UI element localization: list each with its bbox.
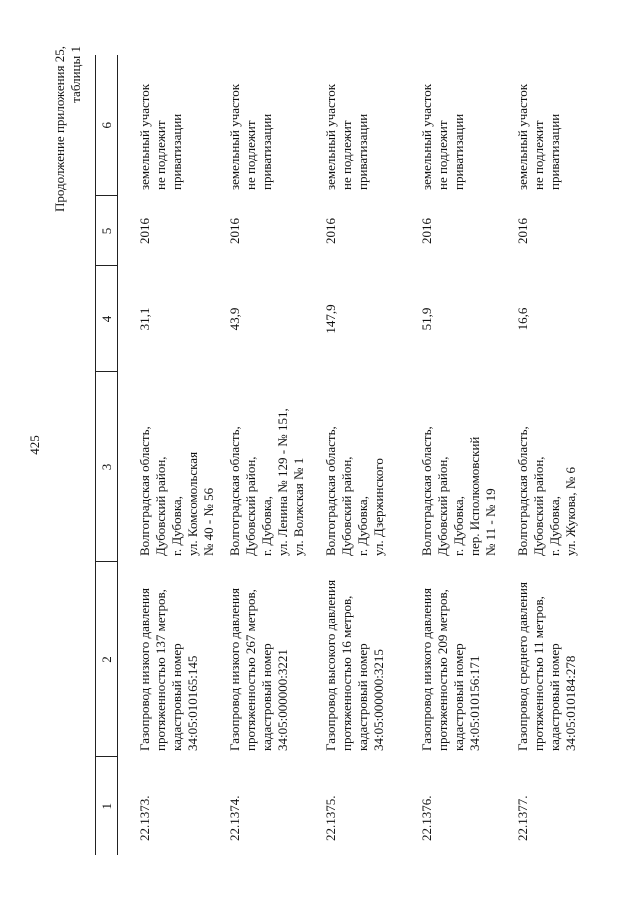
year: 2016: [515, 218, 530, 244]
land-area: 31,1: [137, 307, 152, 331]
privatization-note: земельный участок не подлежит приватизации: [227, 83, 274, 190]
object-address: Волгоградская область, Дубовский район, г. Дубовка, ул. Дзержинского: [323, 426, 386, 556]
year: 2016: [323, 218, 338, 244]
continuation-line-1: Продолжение приложения 25,: [52, 46, 67, 213]
page-number: 425: [27, 435, 42, 455]
object-address: Волгоградская область, Дубовский район, г. Дубовка, пер. Исполкомовский № 11 - № 19: [419, 426, 498, 556]
year: 2016: [227, 218, 242, 244]
row-number: 22.1374.: [227, 795, 242, 841]
object-name: Газопровод низкого давления протяженностью 209 метров, кадастровый номер 34:05:010156:171: [419, 588, 482, 751]
table-header-row: [96, 55, 118, 855]
table-row: [313, 55, 409, 855]
continuation-line-2: таблицы 1: [68, 46, 83, 103]
privatization-note: земельный участок не подлежит приватизации: [515, 83, 562, 190]
object-address: Волгоградская область, Дубовский район, г. Дубовка, ул. Жукова, № 6: [515, 426, 578, 556]
year: 2016: [419, 218, 434, 244]
object-name: Газопровод низкого давления протяженностью 267 метров, кадастровый номер 34:05:000000:3221: [227, 588, 290, 751]
property-table: [95, 55, 601, 855]
row-number: 22.1373.: [137, 795, 152, 841]
column-header-5: 5: [96, 196, 118, 266]
object-name: Газопровод среднего давления протяженностью 11 метров, кадастровый номер 34:05:010184:278: [515, 582, 578, 751]
object-name: Газопровод высокого давления протяженностью 16 метров, кадастровый номер 34:05:000000:3215: [323, 579, 386, 751]
table-row: [409, 55, 505, 855]
continuation-note: [52, 46, 84, 346]
column-header-6: 6: [96, 55, 118, 196]
land-area: 147,9: [323, 304, 338, 334]
column-header-1: 1: [96, 757, 118, 855]
land-area: 16,6: [515, 307, 530, 331]
privatization-note: земельный участок не подлежит приватизации: [419, 83, 466, 190]
column-header-2: 2: [96, 562, 118, 757]
column-header-4: 4: [96, 266, 118, 372]
table-row: [118, 55, 218, 855]
land-area: 43,9: [227, 307, 242, 331]
table-row: [505, 55, 601, 855]
object-address: Волгоградская область, Дубовский район, г. Дубовка, ул. Ленина № 129 - № 151, ул. Волжская № 1: [227, 408, 306, 556]
row-number: 22.1375.: [323, 795, 338, 841]
privatization-note: земельный участок не подлежит приватизации: [323, 83, 370, 190]
year: 2016: [137, 218, 152, 244]
object-name: Газопровод низкого давления протяженностью 137 метров, кадастровый номер 34:05:010165:145: [137, 588, 200, 751]
privatization-note: земельный участок не подлежит приватизации: [137, 83, 184, 190]
row-number: 22.1376.: [419, 795, 434, 841]
land-area: 51,9: [419, 307, 434, 331]
row-number: 22.1377.: [515, 795, 530, 841]
object-address: Волгоградская область, Дубовский район, г. Дубовка, ул. Комсомольская № 40 - № 56: [137, 426, 216, 556]
column-header-3: 3: [96, 372, 118, 562]
table-row: [217, 55, 313, 855]
